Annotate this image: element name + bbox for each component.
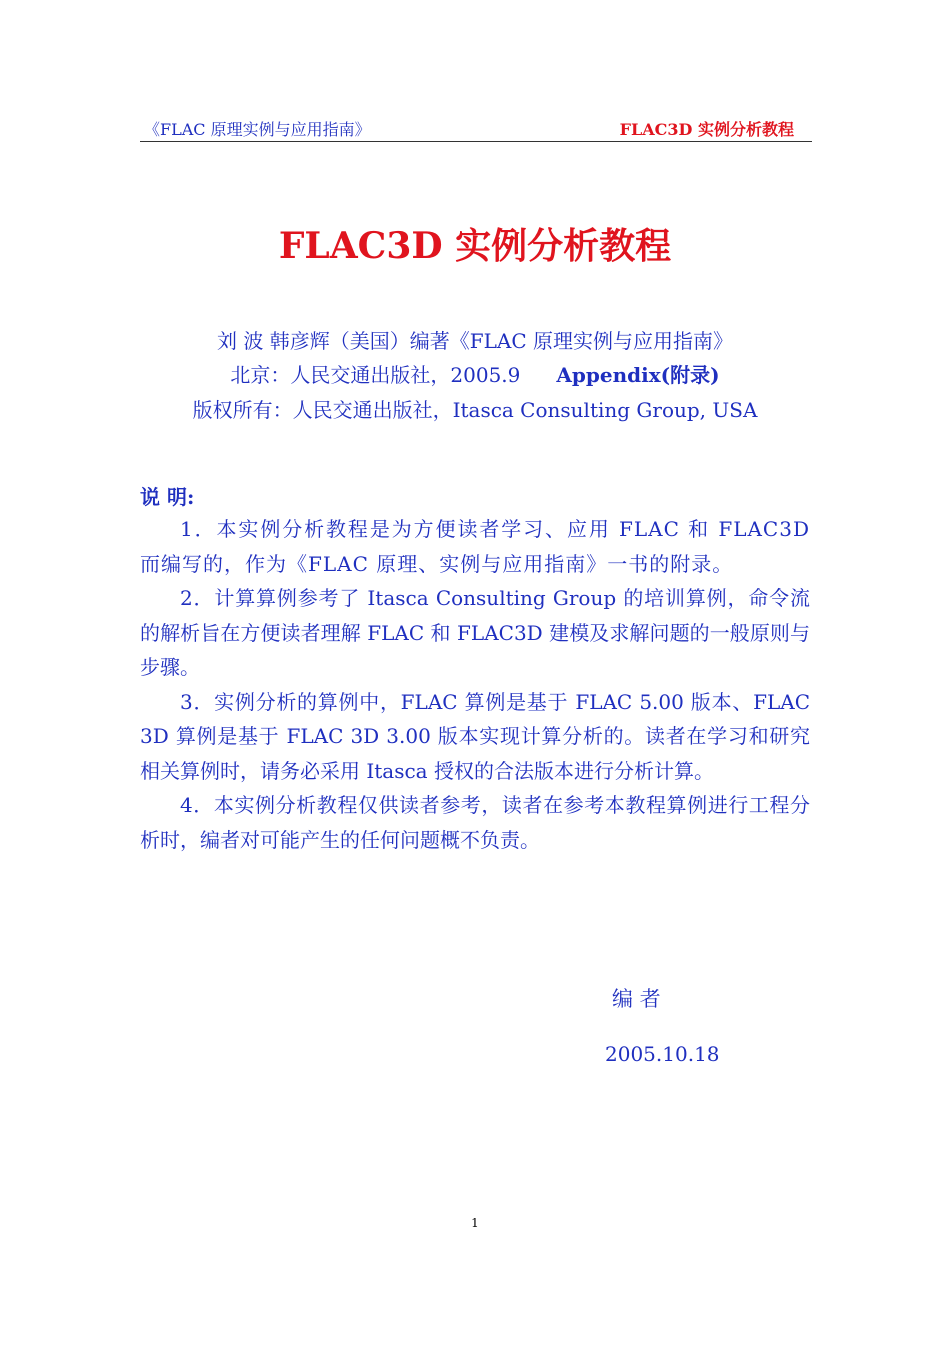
appendix-label: Appendix(附录) xyxy=(556,363,720,387)
document-title: FLAC3D 实例分析教程 xyxy=(278,225,672,267)
copyright-line: 版权所有：人民交通出版社，Itasca Consulting Group, USA xyxy=(192,398,758,422)
publisher-text: 北京：人民交通出版社，2005.9 xyxy=(230,363,521,387)
note-paragraph-2: 2．计算算例参考了 Itasca Consulting Group 的培训算例，命令流的解析旨在方便读者理解 FLAC 和 FLAC3D 建模及求解问题的一般原则与步骤。 xyxy=(140,586,810,679)
note-paragraph-1: 1．本实例分析教程是为方便读者学习、应用 FLAC 和 FLAC3D 而编写的，作为《FLAC 原理、实例与应用指南》一书的附录。 xyxy=(140,517,810,576)
publisher-line xyxy=(0,359,950,388)
authors-line: 刘 波 韩彦辉（美国）编著《FLAC 原理实例与应用指南》 xyxy=(217,329,733,353)
note-paragraph-3: 3．实例分析的算例中，FLAC 算例是基于 FLAC 5.00 版本、FLAC 3D 算例是基于 FLAC 3D 3.00 版本实现计算分析的。读者在学习和研究相关算例时，请务必采用 Itasca 授权的合法版本进行分析计算。 xyxy=(140,689,810,783)
editor-signature: 编 者 xyxy=(612,987,661,1011)
page-number: 1 xyxy=(471,1216,479,1230)
notes-body xyxy=(140,512,810,857)
signature-date: 2005.10.18 xyxy=(605,1042,720,1066)
note-paragraph-4: 4．本实例分析教程仅供读者参考，读者在参考本教程算例进行工程分析时，编者对可能产生的任何问题概不负责。 xyxy=(140,793,810,852)
page-header xyxy=(140,117,812,142)
header-tutorial-title: FLAC3D 实例分析教程 xyxy=(619,120,794,139)
notes-heading: 说 明: xyxy=(140,485,195,509)
header-book-title: 《FLAC 原理实例与应用指南》 xyxy=(144,120,371,139)
